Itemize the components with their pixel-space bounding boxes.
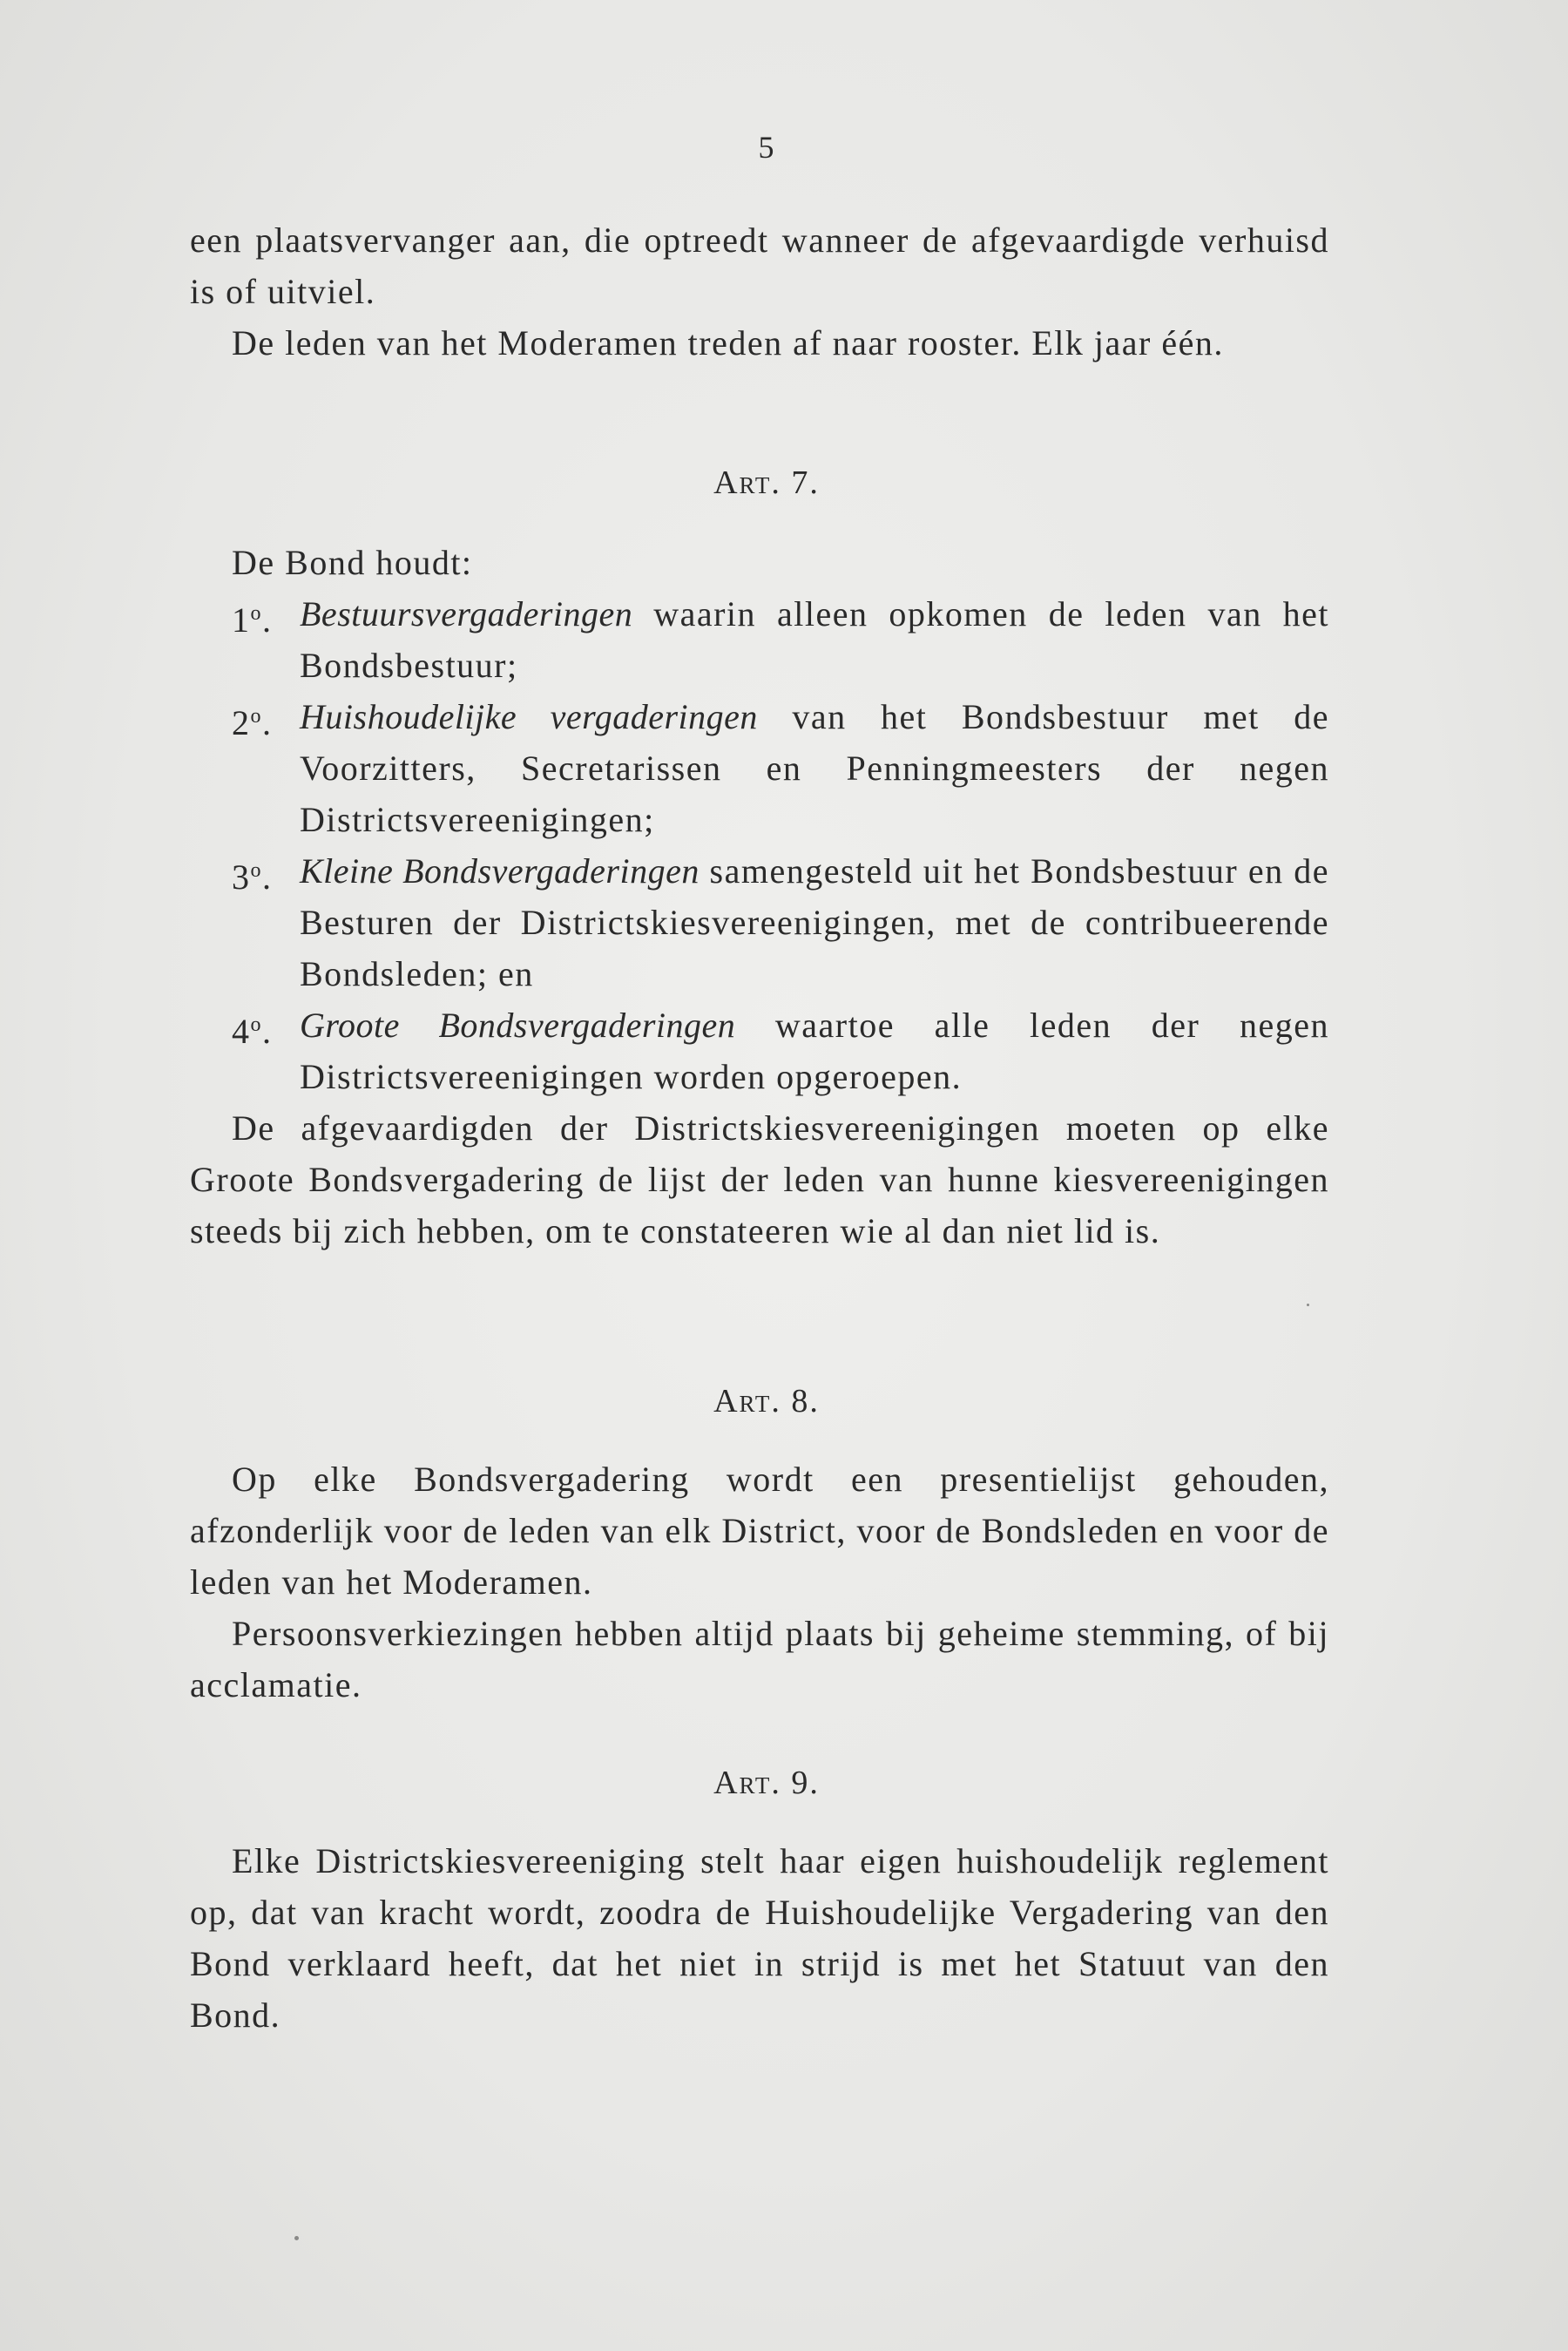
paragraph-moderamen: De leden van het Moderamen treden af naar rooster. Elk jaar één. [232,323,1224,362]
article-9-body [190,1835,1329,2041]
item-text: Huishoudelijke vergaderingen van het Bondsbestuur met de Voorzitters, Secretarissen en Penningmeesters der negen Districtsvereenigingen; [300,697,1330,839]
article-7-intro: De Bond houdt: [232,543,473,582]
item-number: 2$^o$. [232,703,273,742]
item-text: Kleine Bondsvergaderingen samengesteld uit het Bondsbestuur en de Besturen der Districtskiesvereenigingen, met de contribueerende Bondsleden; en [300,851,1329,993]
article-7-body [190,537,1329,1257]
list-item [190,588,1329,691]
item-number: 1$^o$. [232,600,273,640]
list-item [190,845,1329,999]
article-8-paragraph: Op elke Bondsvergadering wordt een presentielijst gehouden, afzonderlijk voor de leden van elk District, voor de Bondsleden en voor de leden van het Moderamen. [190,1460,1329,1602]
item-emphasis: Groote Bondsvergaderingen [300,1006,736,1045]
page-number: 5 [758,130,775,165]
item-number: 4$^o$. [232,1012,273,1051]
article-9-heading: Art. 9. [713,1765,820,1801]
article-9-paragraph: Elke Districtskiesvereeniging stelt haar eigen huishoudelijk reglement op, dat van kracht wordt, zoodra de Huishoudelijke Vergadering van den Bond verklaard heeft, dat het niet in strijd is met het Statuut van den Bond. [190,1841,1329,2035]
list-item [190,691,1329,845]
item-text: Groote Bondsvergaderingen waartoe alle leden der negen Districtsvereenigingen worden opgeroepen. [300,1006,1329,1096]
paragraph-substitute: een plaatsvervanger aan, die optreedt wanneer de afgevaardigde verhuisd is of uitviel. [190,220,1329,311]
item-emphasis: Bestuursvergaderingen [300,594,633,633]
article-8-paragraph: Persoonsverkiezingen hebben altijd plaats bij geheime stemming, of bij acclamatie. [190,1614,1329,1704]
item-text: Bestuursvergaderingen waarin alleen opkomen de leden van het Bondsbestuur; [300,594,1329,685]
item-number: 3$^o$. [232,857,273,897]
article-7-heading: Art. 7. [713,464,820,501]
article-8-body [190,1453,1329,1711]
article-7-closing: De afgevaardigden der Districtskiesvereenigingen moeten op elke Groote Bondsvergadering de lijst der leden van hunne kiesvereenigingen steeds bij zich hebben, om te constateeren wie al dan niet lid is. [190,1108,1329,1250]
article-8-heading: Art. 8. [713,1383,820,1419]
scan-speck [294,2236,299,2240]
item-emphasis: Kleine Bondsvergaderingen [300,851,700,891]
list-item [190,999,1329,1102]
scan-speck [1307,1304,1309,1306]
item-emphasis: Huishoudelijke vergaderingen [300,697,758,736]
top-section [190,214,1329,369]
